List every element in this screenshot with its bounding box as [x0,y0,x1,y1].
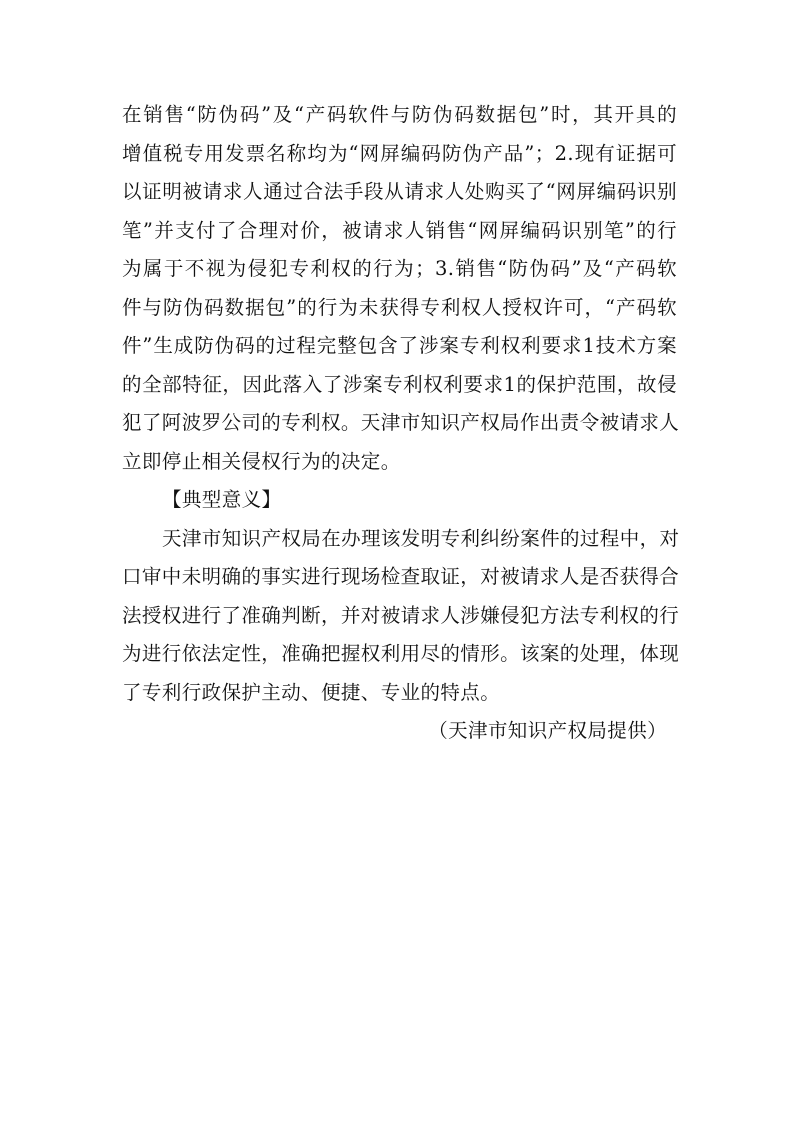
text-line: 犯了阿波罗公司的专利权。天津市知识产权局作出责令被请求人 [122,411,680,434]
text-line: 法授权进行了准确判断，并对被请求人涉嫌侵犯方法专利权的行 [122,603,680,627]
text-line: 了专利行政保护主动、便捷、专业的特点。 [122,680,501,704]
text-line: 口审中未明确的事实进行现场检查取证，对被请求人是否获得合 [122,565,680,588]
text-line: 笔”并支付了合理对价，被请求人销售“网屏编码识别笔”的行 [122,218,677,242]
text-line: 为进行依法定性，准确把握权利用尽的情形。该案的处理，体现 [122,642,680,665]
text-line: 件”生成防伪码的过程完整包含了涉案专利权利要求1技术方案 [122,334,677,357]
case-details-paragraph [122,96,680,481]
text-line: 立即停止相关侵权行为的决定。 [122,449,401,473]
source-attribution: （天津市知识产权局提供） [428,719,667,742]
text-line: 的全部特征，因此落入了涉案专利权利要求1的保护范围，故侵 [122,372,677,396]
significance-paragraph [122,520,680,713]
text-line: 在销售“防伪码”及“产码软件与防伪码数据包”时，其开具的 [122,103,677,126]
text-line: 为属于不视为侵犯专利权的行为；3.销售“防伪码”及“产码软 [122,257,677,280]
text-line: 以证明被请求人通过合法手段从请求人处购买了“网屏编码识别 [122,180,677,203]
text-line: 天津市知识产权局在办理该发明专利纠纷案件的过程中，对 [162,526,680,550]
text-line: 增值税专用发票名称均为“网屏编码防伪产品”；2.现有证据可 [122,141,677,165]
text-line: 件与防伪码数据包”的行为未获得专利权人授权许可，“产码软 [122,295,677,319]
section-heading: 【典型意义】 [162,488,282,511]
document-body [122,96,680,751]
